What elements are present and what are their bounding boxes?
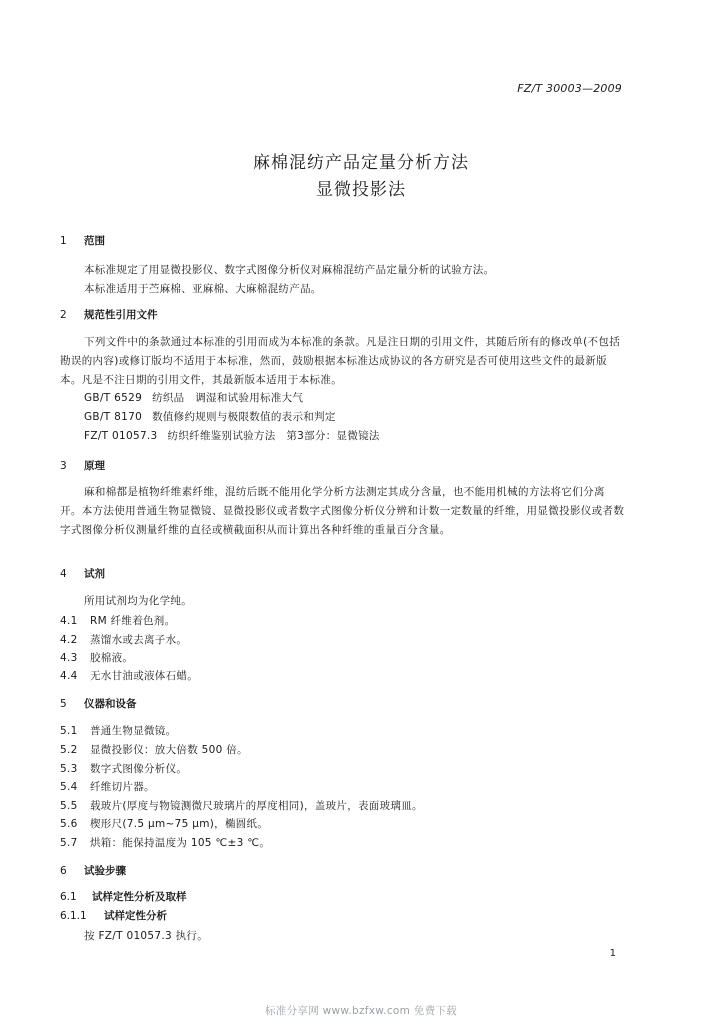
section-3-heading xyxy=(60,458,105,473)
subsection-6-1-heading xyxy=(60,889,187,904)
section-title: 范围 xyxy=(84,235,105,247)
section-number: 5 xyxy=(60,698,67,710)
section-number: 1 xyxy=(60,235,67,247)
reagent-item xyxy=(60,668,198,683)
reagent-item xyxy=(60,613,175,628)
section-4-intro: 所用试剂均为化学纯。 xyxy=(84,595,192,607)
section-2-heading xyxy=(60,307,158,322)
page-number: 1 xyxy=(609,948,616,959)
section-1-heading xyxy=(60,233,105,248)
item-number: 5.2 xyxy=(60,744,78,756)
reference-item xyxy=(84,390,303,405)
equipment-item xyxy=(60,798,423,813)
item-number: 5.1 xyxy=(60,725,78,737)
section-title: 原理 xyxy=(84,460,105,472)
item-number: 4.2 xyxy=(60,634,78,646)
section-title: 试剂 xyxy=(84,568,105,580)
subsection-number: 6.1.1 xyxy=(60,910,87,922)
reference-code: GB/T 6529 xyxy=(84,392,143,404)
reference-title: 数值修约规则与极限数值的表示和判定 xyxy=(152,411,336,423)
section-1-paragraph-1: 本标准规定了用显微投影仪、数字式图像分析仪对麻棉混纺产品定量分析的试验方法。 xyxy=(84,264,495,276)
item-text: 无水甘油或液体石蜡。 xyxy=(90,670,198,682)
equipment-item xyxy=(60,723,176,738)
subsection-title: 试样定性分析 xyxy=(104,910,167,922)
item-text: RM 纤维着色剂。 xyxy=(90,615,176,627)
reference-code: FZ/T 01057.3 xyxy=(84,430,158,442)
item-number: 5.3 xyxy=(60,763,78,775)
equipment-item xyxy=(60,816,268,831)
subsection-title: 试样定性分析及取样 xyxy=(92,891,187,903)
equipment-item xyxy=(60,835,270,850)
item-text: 数字式图像分析仪。 xyxy=(90,763,188,775)
item-text: 胶棉液。 xyxy=(90,652,134,664)
section-number: 6 xyxy=(60,865,67,877)
item-number: 4.1 xyxy=(60,615,78,627)
reference-item xyxy=(84,428,380,443)
section-4-heading xyxy=(60,566,105,581)
section-title: 仪器和设备 xyxy=(84,698,137,710)
reference-item xyxy=(84,409,336,424)
section-number: 3 xyxy=(60,460,67,472)
subsection-number: 6.1 xyxy=(60,891,77,903)
equipment-item xyxy=(60,742,248,757)
section-6-text: 按 FZ/T 01057.3 执行。 xyxy=(84,930,209,942)
reference-title: 纺织品 调湿和试验用标准大气 xyxy=(152,392,304,404)
reagent-item xyxy=(60,632,187,647)
standard-code: FZ/T 30003—2009 xyxy=(517,82,622,95)
equipment-item xyxy=(60,761,187,776)
section-number: 4 xyxy=(60,568,67,580)
section-title: 试验步骤 xyxy=(84,865,126,877)
item-number: 5.4 xyxy=(60,781,78,793)
item-text: 楔形尺(7.5 μm~75 μm)，椭圆纸。 xyxy=(90,818,269,830)
item-text: 普通生物显微镜。 xyxy=(90,725,177,737)
section-title: 规范性引用文件 xyxy=(84,309,158,321)
reference-title: 纺织纤维鉴别试验方法 第3部分：显微镜法 xyxy=(167,430,380,442)
watermark-footer: 标准分享网 www.bzfxw.com 免费下载 xyxy=(265,1005,457,1017)
item-number: 5.7 xyxy=(60,837,78,849)
reagent-item xyxy=(60,650,133,665)
item-text: 载玻片(厚度与物镜测微尺玻璃片的厚度相同)，盖玻片，表面玻璃皿。 xyxy=(90,800,423,812)
item-number: 5.6 xyxy=(60,818,78,830)
section-3-paragraph: 麻和棉都是植物纤维素纤维，混纺后既不能用化学分析方法测定其成分含量，也不能用机械的方法将它们分离开。本方法使用普通生物显微镜、显微投影仪或者数字式图像分析仪分辨和计数一定数量的纤维，用显微投影仪或者数字式图像分析仪测量纤维的直径或横截面积从而计算出各种纤维的重量百分含量。 xyxy=(60,486,625,537)
item-number: 5.5 xyxy=(60,800,78,812)
item-text: 蒸馏水或去离子水。 xyxy=(90,634,188,646)
item-text: 纤维切片器。 xyxy=(90,781,155,793)
reference-code: GB/T 8170 xyxy=(84,411,143,423)
section-5-heading xyxy=(60,696,137,711)
section-2-paragraph: 下列文件中的条款通过本标准的引用而成为本标准的条款。凡是注日期的引用文件，其随后所有的修改单(不包括勘误的内容)或修订版均不适用于本标准，然而，鼓励根据本标准达成协议的各方研究是否可使用这些文件的最新版本。凡是不注日期的引用文件，其最新版本适用于本标准。 xyxy=(60,336,621,387)
item-text: 显微投影仪：放大倍数 500 倍。 xyxy=(90,744,248,756)
section-6-heading xyxy=(60,863,126,878)
document-subtitle: 显微投影法 xyxy=(316,180,406,200)
item-text: 烘箱：能保持温度为 105 ℃±3 ℃。 xyxy=(90,837,271,849)
document-title: 麻棉混纺产品定量分析方法 xyxy=(253,153,469,173)
item-number: 4.4 xyxy=(60,670,78,682)
subsection-6-1-1-heading xyxy=(60,908,167,923)
equipment-item xyxy=(60,779,155,794)
section-1-paragraph-2: 本标准适用于苎麻棉、亚麻棉、大麻棉混纺产品。 xyxy=(84,283,322,295)
section-number: 2 xyxy=(60,309,67,321)
item-number: 4.3 xyxy=(60,652,78,664)
